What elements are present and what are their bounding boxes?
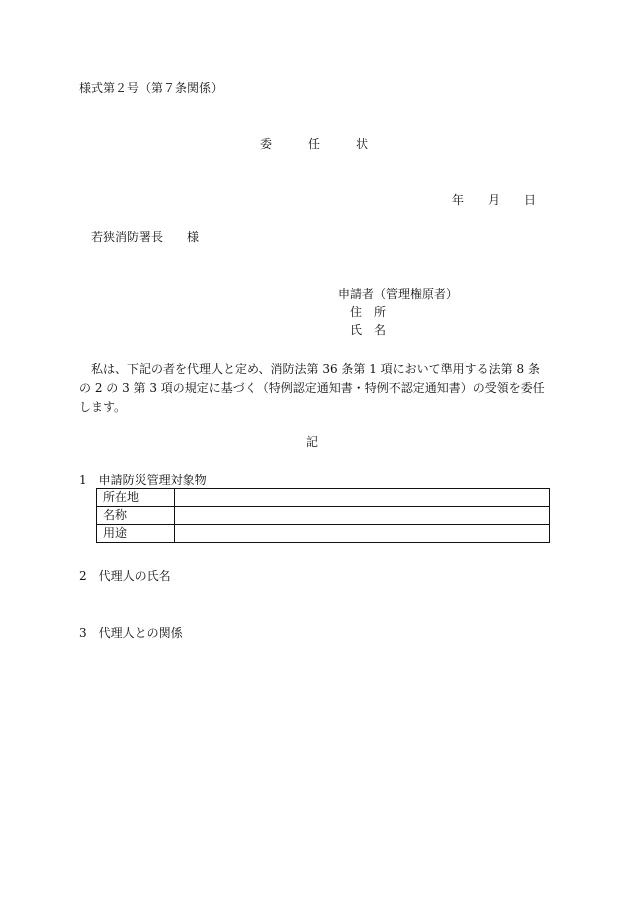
section-1-heading: 1 申請防災管理対象物 bbox=[79, 473, 207, 487]
row-label-name: 名称 bbox=[97, 507, 175, 525]
applicant-block bbox=[338, 285, 458, 339]
table-row bbox=[97, 507, 550, 525]
title-char-3: 状 bbox=[356, 137, 369, 151]
applicant-heading: 申請者（管理権原者） bbox=[338, 287, 459, 301]
row-value-use[interactable] bbox=[175, 525, 550, 543]
title-char-1: 委 bbox=[260, 137, 273, 151]
row-value-location[interactable] bbox=[175, 489, 550, 507]
date-month: 月 bbox=[488, 193, 501, 207]
body-paragraph: 私は、下記の者を代理人と定め、消防法第 36 条第 1 項において準用する法第 8 条の 2 の 3 第 3 項の規定に基づく（特例認定通知書・特例不認定通知書）の受領を委任します。 bbox=[79, 362, 545, 414]
section-3-heading: 3 代理人との関係 bbox=[79, 626, 183, 640]
row-label-location: 所在地 bbox=[97, 489, 175, 507]
object-table bbox=[96, 488, 550, 543]
date-line bbox=[452, 192, 536, 208]
applicant-name-label: 氏 名 bbox=[350, 323, 387, 337]
table-row bbox=[97, 525, 550, 543]
applicant-address-label: 住 所 bbox=[350, 305, 387, 319]
row-value-name[interactable] bbox=[175, 507, 550, 525]
section-2-heading: 2 代理人の氏名 bbox=[79, 569, 171, 583]
row-label-use: 用途 bbox=[97, 525, 175, 543]
date-day: 日 bbox=[524, 193, 537, 207]
ki-heading: 記 bbox=[306, 435, 319, 449]
date-year: 年 bbox=[452, 193, 465, 207]
title-char-2: 任 bbox=[308, 137, 321, 151]
form-number: 様式第２号（第７条関係） bbox=[79, 81, 224, 95]
table-row bbox=[97, 489, 550, 507]
document-title bbox=[260, 136, 368, 152]
addressee: 若狭消防署長 様 bbox=[91, 230, 200, 244]
